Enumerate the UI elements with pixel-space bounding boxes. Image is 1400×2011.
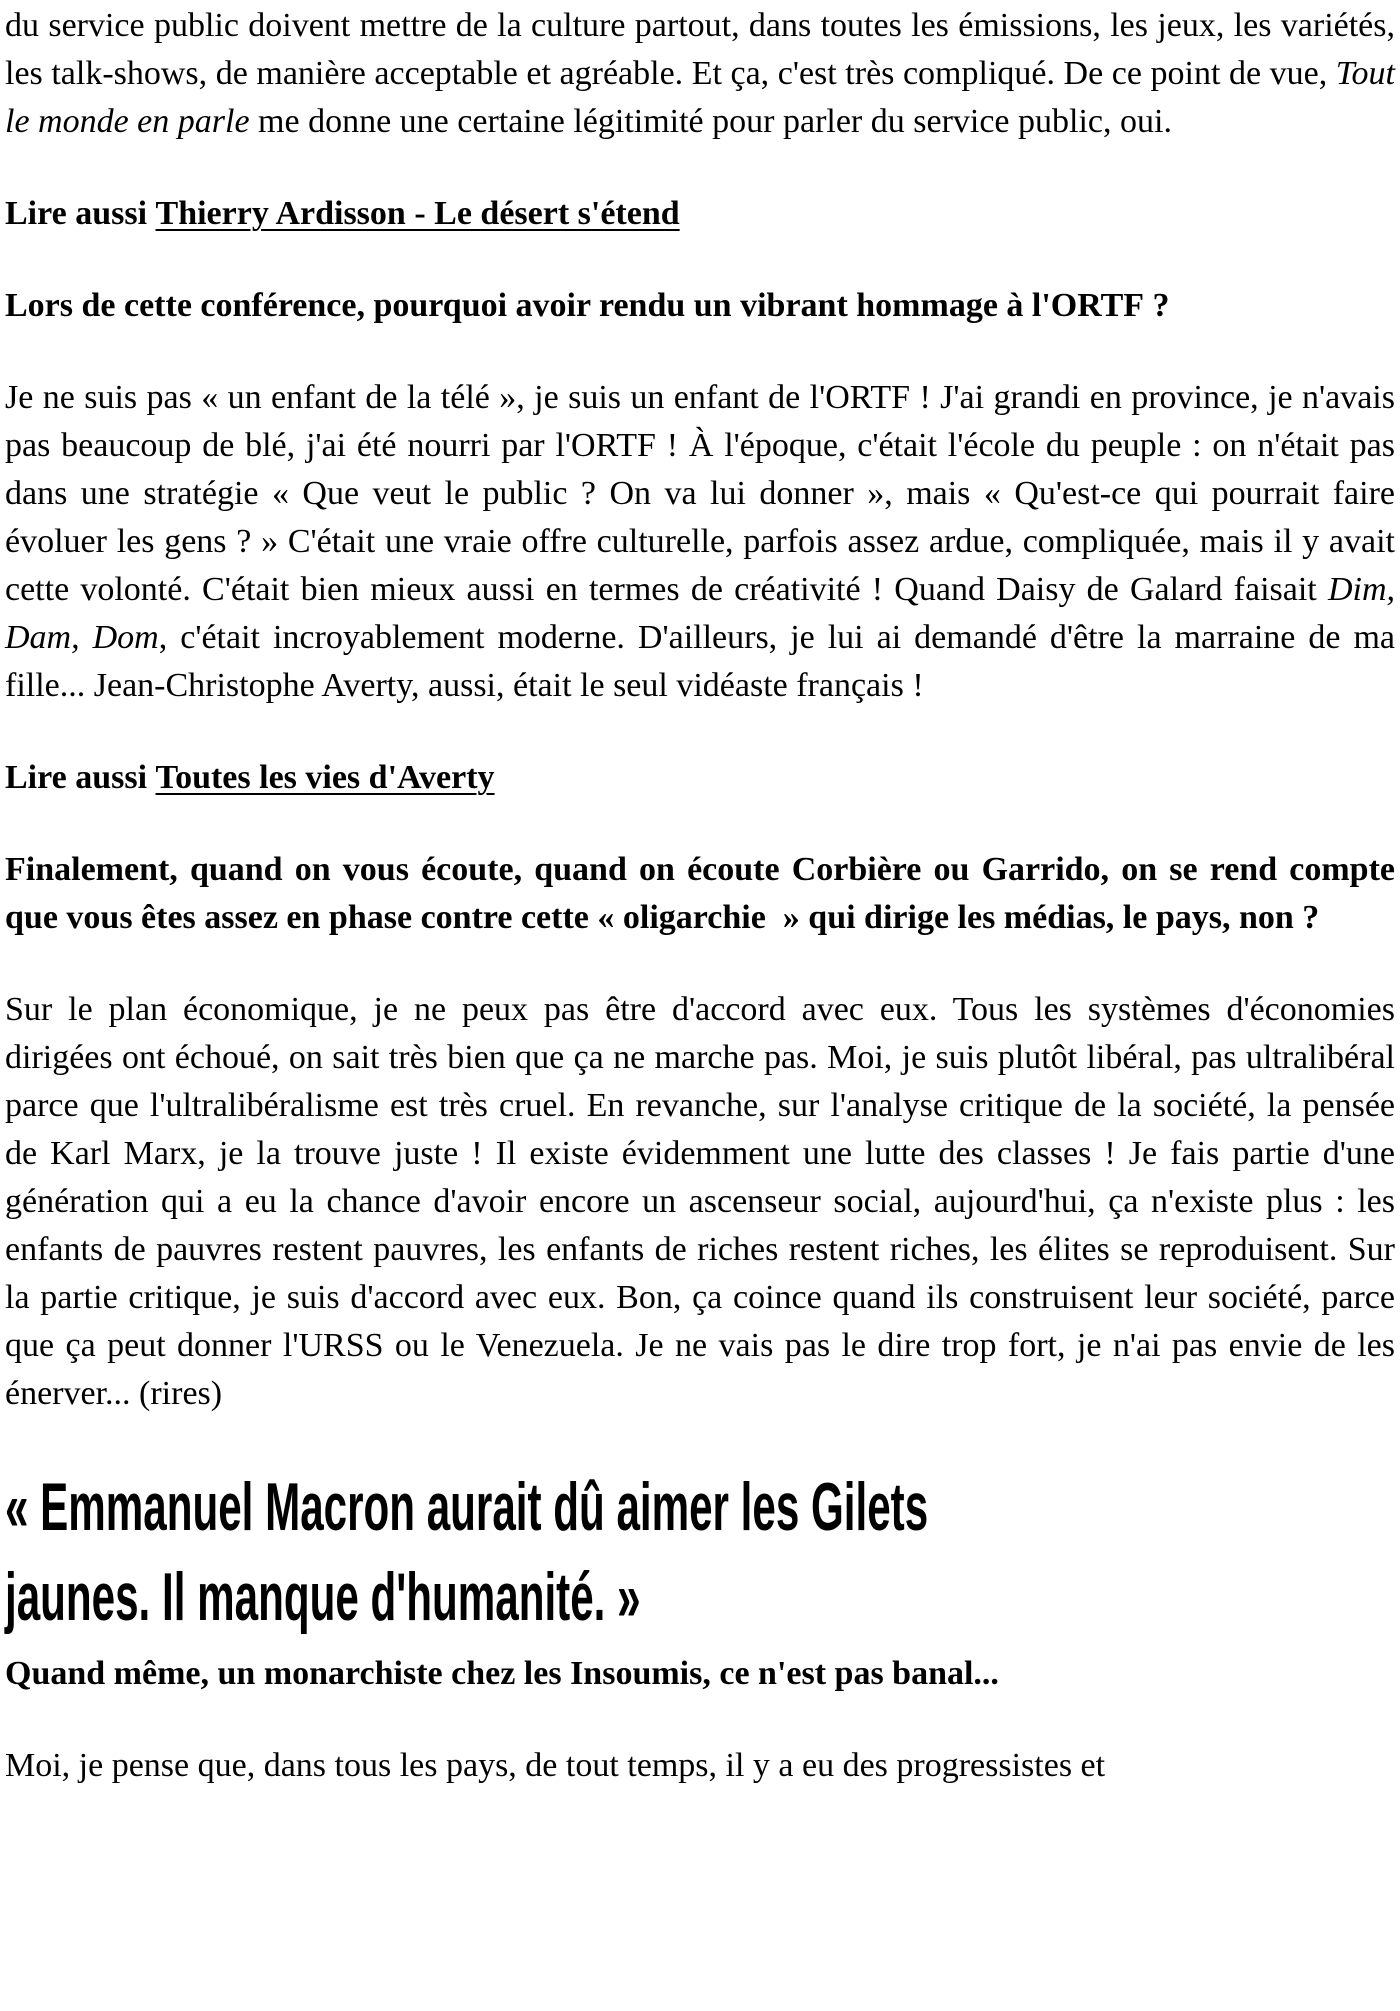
pull-quote-line: « Emmanuel Macron aurait dû aimer les Gilets <box>5 1469 929 1545</box>
paragraph <box>5 2 1395 146</box>
pull-quote-line: jaunes. Il manque d'humanité. » <box>5 1559 641 1635</box>
text-run: Je ne suis pas « un enfant de la télé », je suis un enfant de l'ORTF ! J'ai grandi en province, je n'avais pas beaucoup de blé, j'ai été nourri par l'ORTF ! À l'époque, c'était l'école du peuple : on n'était pas dans une stratégie « Que veut le public ? On va lui donner », mais « Qu'est-ce qui pourrait faire évoluer les gens ? » C'était une vraie offre culturelle, parfois assez ardue, compliquée, mais il y avait cette volonté. C'était bien mieux aussi en termes de créativité ! Quand Daisy de Galard faisait <box>5 379 1395 608</box>
read-also-link-ardisson[interactable]: Thierry Ardisson - Le désert s'étend <box>155 195 680 232</box>
paragraph: Moi, je pense que, dans tous les pays, de tout temps, il y a eu des progressistes et <box>5 1747 1106 1784</box>
paragraph <box>5 374 1395 710</box>
read-also-label: Lire aussi <box>5 759 156 796</box>
read-also-label: Lire aussi <box>5 195 156 232</box>
interview-question: Lors de cette conférence, pourquoi avoir rendu un vibrant hommage à l'ORTF ? <box>5 287 1170 324</box>
italic-run: Dim, Dam, Dom <box>5 571 1395 656</box>
text-run: du service public doivent mettre de la culture partout, dans toutes les émissions, les jeux, les variétés, les talk-shows, de manière acceptable et agréable. Et ça, c'est très compliqué. De ce point de vue, <box>5 7 1395 92</box>
read-also <box>5 190 1395 238</box>
text-run: me donne une certaine légitimité pour parler du service public, oui. <box>249 103 1172 140</box>
interview-question: Finalement, quand on vous écoute, quand on écoute Corbière ou Garrido, on se rend compte que vous êtes assez en phase contre cette « oligarchie » qui dirige les médias, le pays, non ? <box>5 851 1395 936</box>
text-run: , c'était incroyablement moderne. D'ailleurs, je lui ai demandé d'être la marraine de ma fille... Jean-Christophe Averty, aussi, était le seul vidéaste français ! <box>5 619 1395 704</box>
interview-question: Quand même, un monarchiste chez les Insoumis, ce n'est pas banal... <box>5 1655 999 1692</box>
read-also-link-averty[interactable]: Toutes les vies d'Averty <box>155 759 495 796</box>
italic-run: Tout le monde en parle <box>5 55 1395 140</box>
pull-quote-heading <box>5 1462 1395 1642</box>
paragraph: Sur le plan économique, je ne peux pas être d'accord avec eux. Tous les systèmes d'économies dirigées ont échoué, on sait très bien que ça ne marche pas. Moi, je suis plutôt libéral, pas ultralibéral parce que l'ultralibéralisme est très cruel. En revanche, sur l'analyse critique de la société, la pensée de Karl Marx, je la trouve juste ! Il existe évidemment une lutte des classes ! Je fais partie d'une génération qui a eu la chance d'avoir encore un ascenseur social, aujourd'hui, ça n'existe plus : les enfants de pauvres restent pauvres, les enfants de riches restent riches, les élites se reproduisent. Sur la partie critique, je suis d'accord avec eux. Bon, ça coince quand ils construisent leur société, parce que ça peut donner l'URSS ou le Venezuela. Je ne vais pas le dire trop fort, je n'ai pas envie de les énerver... (rires) <box>5 991 1395 1412</box>
read-also <box>5 754 1395 802</box>
